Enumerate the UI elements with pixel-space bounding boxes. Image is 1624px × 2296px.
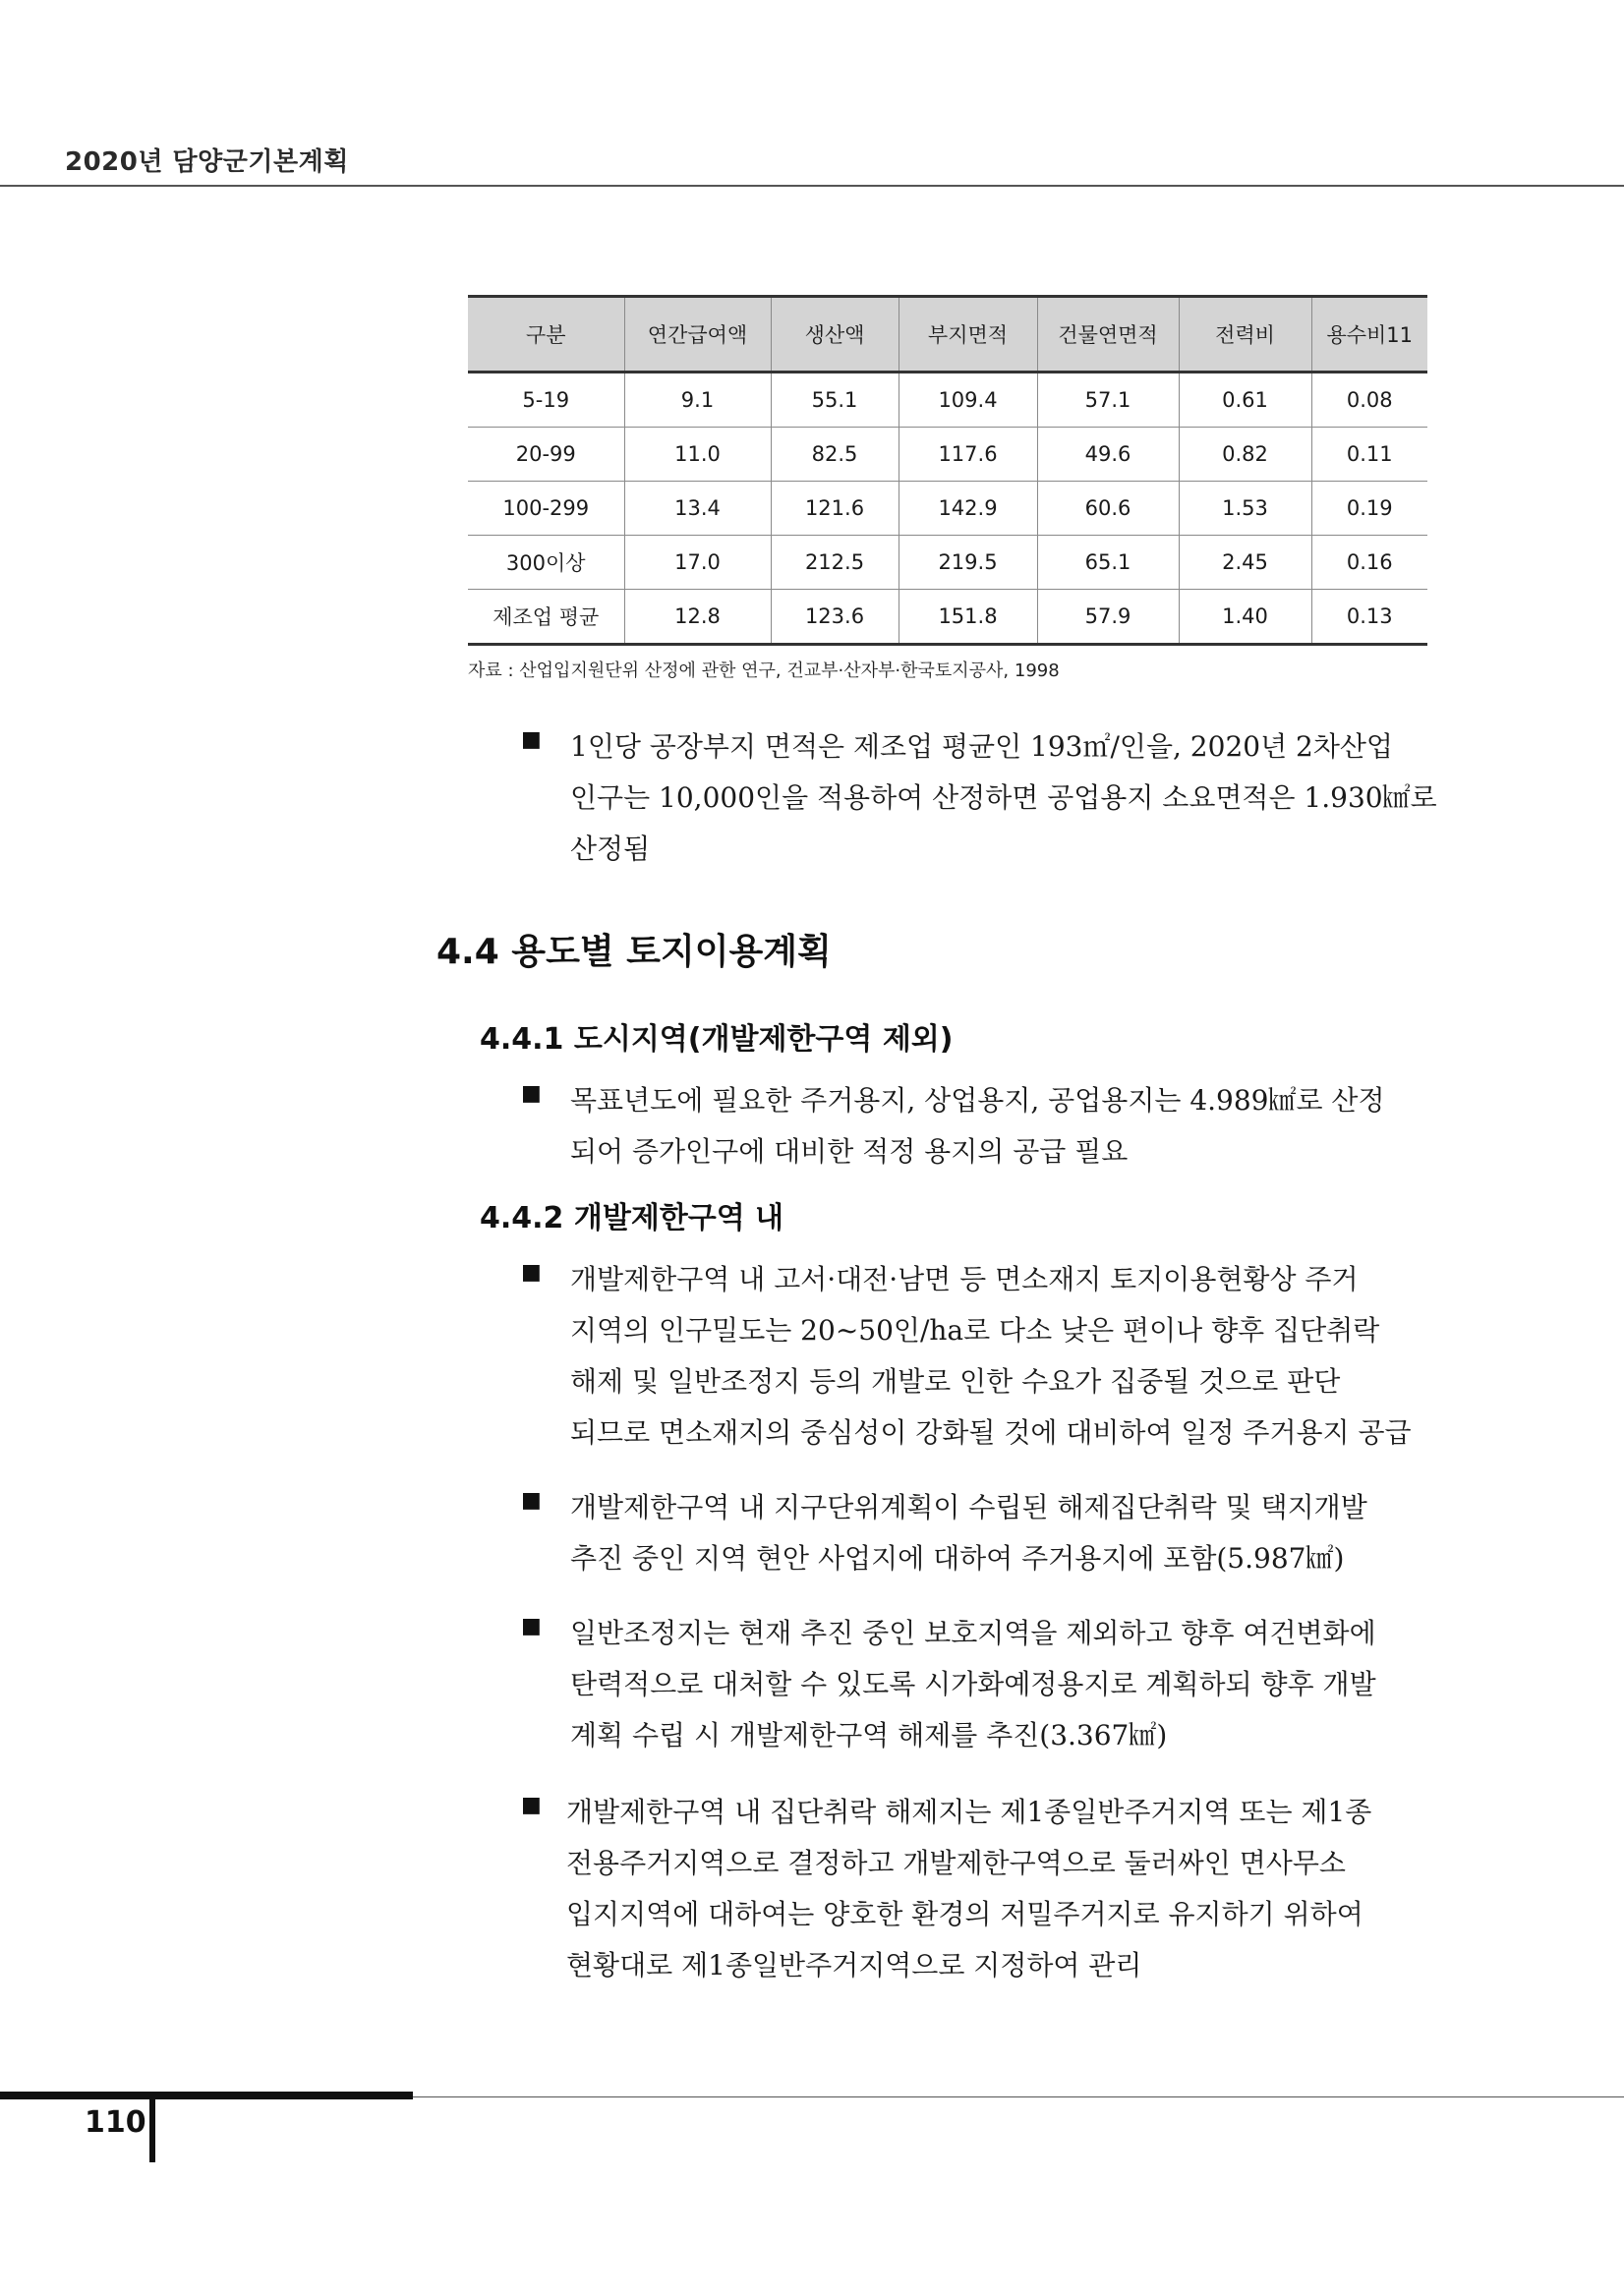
- column-header: 용수비11: [1311, 297, 1427, 373]
- bullet-square-icon: ■: [521, 1793, 542, 1817]
- table-cell: 123.6: [771, 590, 899, 645]
- bullet-square-icon: ■: [521, 727, 542, 752]
- table-cell: 57.9: [1037, 590, 1179, 645]
- bullet-square-icon: ■: [521, 1081, 542, 1106]
- paragraph-line: 인구는 10,000인을 적용하여 산정하면 공업용지 소요면적은 1.930㎢로: [570, 781, 1437, 814]
- table-cell: 151.8: [899, 590, 1037, 645]
- table-cell: 0.11: [1311, 428, 1427, 482]
- table-row: [468, 428, 1427, 482]
- paragraph-line: 지역의 인구밀도는 20~50인/ha로 다소 낮은 편이나 향후 집단취락: [570, 1314, 1380, 1347]
- paragraph-line: 일반조정지는 현재 추진 중인 보호지역을 제외하고 향후 여건변화에: [570, 1617, 1376, 1649]
- table-cell: 212.5: [771, 536, 899, 590]
- table-row: [468, 482, 1427, 536]
- column-header: 전력비: [1179, 297, 1311, 373]
- table-cell: 82.5: [771, 428, 899, 482]
- column-header: 생산액: [771, 297, 899, 373]
- table-cell: 13.4: [624, 482, 771, 536]
- paragraph-line: 되므로 면소재지의 중심성이 강화될 것에 대비하여 일정 주거용지 공급: [570, 1416, 1412, 1449]
- industry-unit-table: [468, 295, 1427, 646]
- paragraph-line: 산정됨: [570, 832, 651, 865]
- table-row: [468, 590, 1427, 645]
- paragraph-line: 해제 및 일반조정지 등의 개발로 인한 수요가 집중될 것으로 판단: [570, 1365, 1341, 1398]
- column-header: 연간급여액: [624, 297, 771, 373]
- table-cell: 17.0: [624, 536, 771, 590]
- table-cell: 0.08: [1311, 373, 1427, 428]
- document-title: 2020년 담양군기본계획: [65, 147, 349, 177]
- table-cell: 12.8: [624, 590, 771, 645]
- paragraph-line: 개발제한구역 내 지구단위계획이 수립된 해제집단취락 및 택지개발: [570, 1491, 1367, 1523]
- table-cell: 2.45: [1179, 536, 1311, 590]
- table-cell: 121.6: [771, 482, 899, 536]
- page-number-divider: [149, 2099, 155, 2162]
- subsection-heading: 4.4.2 개발제한구역 내: [480, 1201, 784, 1235]
- table-row: [468, 373, 1427, 428]
- table-cell: 65.1: [1037, 536, 1179, 590]
- table-cell: 0.16: [1311, 536, 1427, 590]
- paragraph-line: 계획 수립 시 개발제한구역 해제를 추진(3.367㎢): [570, 1719, 1168, 1751]
- table-cell: 1.40: [1179, 590, 1311, 645]
- paragraph-line: 개발제한구역 내 고서·대전·남면 등 면소재지 토지이용현황상 주거: [570, 1263, 1359, 1295]
- page-number: 110: [85, 2105, 146, 2140]
- table-row: [468, 536, 1427, 590]
- footer-accent-bar: [0, 2092, 413, 2099]
- bullet-square-icon: ■: [521, 1260, 542, 1285]
- table-cell: 300이상: [468, 536, 624, 590]
- table-cell: 제조업 평균: [468, 590, 624, 645]
- paragraph-line: 탄력적으로 대처할 수 있도록 시가화예정용지로 계획하되 향후 개발: [570, 1668, 1376, 1700]
- section-heading: 4.4 용도별 토지이용계획: [436, 932, 832, 972]
- table-cell: 11.0: [624, 428, 771, 482]
- table-cell: 5-19: [468, 373, 624, 428]
- table-cell: 60.6: [1037, 482, 1179, 536]
- table-cell: 20-99: [468, 428, 624, 482]
- paragraph-line: 추진 중인 지역 현안 사업지에 대하여 주거용지에 포함(5.987㎢): [570, 1542, 1345, 1575]
- table-cell: 0.61: [1179, 373, 1311, 428]
- table-cell: 9.1: [624, 373, 771, 428]
- paragraph-line: 입지지역에 대하여는 양호한 환경의 저밀주거지로 유지하기 위하여: [566, 1898, 1363, 1930]
- column-header: 부지면적: [899, 297, 1037, 373]
- table-header-row: [468, 297, 1427, 373]
- table-cell: 100-299: [468, 482, 624, 536]
- table-cell: 55.1: [771, 373, 899, 428]
- paragraph-line: 개발제한구역 내 집단취락 해제지는 제1종일반주거지역 또는 제1종: [566, 1796, 1372, 1828]
- paragraph-line: 현황대로 제1종일반주거지역으로 지정하여 관리: [566, 1949, 1142, 1981]
- column-header: 구분: [468, 297, 624, 373]
- table-cell: 0.82: [1179, 428, 1311, 482]
- subsection-heading: 4.4.1 도시지역(개발제한구역 제외): [480, 1022, 954, 1057]
- table-cell: 0.19: [1311, 482, 1427, 536]
- table-cell: 49.6: [1037, 428, 1179, 482]
- table-cell: 219.5: [899, 536, 1037, 590]
- table-cell: 117.6: [899, 428, 1037, 482]
- bullet-square-icon: ■: [521, 1614, 542, 1638]
- paragraph-line: 1인당 공장부지 면적은 제조업 평균인 193㎡/인을, 2020년 2차산업: [570, 730, 1393, 763]
- paragraph-line: 되어 증가인구에 대비한 적정 용지의 공급 필요: [570, 1135, 1129, 1168]
- table-cell: 1.53: [1179, 482, 1311, 536]
- running-header: [0, 138, 1624, 187]
- bullet-square-icon: ■: [521, 1488, 542, 1513]
- table-cell: 142.9: [899, 482, 1037, 536]
- paragraph-line: 전용주거지역으로 결정하고 개발제한구역으로 둘러싸인 면사무소: [566, 1847, 1346, 1879]
- table-cell: 57.1: [1037, 373, 1179, 428]
- column-header: 건물연면적: [1037, 297, 1179, 373]
- table-cell: 0.13: [1311, 590, 1427, 645]
- paragraph-line: 목표년도에 필요한 주거용지, 상업용지, 공업용지는 4.989㎢로 산정: [570, 1084, 1385, 1117]
- table-source-note: 자료 : 산업입지원단위 산정에 관한 연구, 건교부·산자부·한국토지공사, 1998: [468, 660, 1060, 681]
- table-cell: 109.4: [899, 373, 1037, 428]
